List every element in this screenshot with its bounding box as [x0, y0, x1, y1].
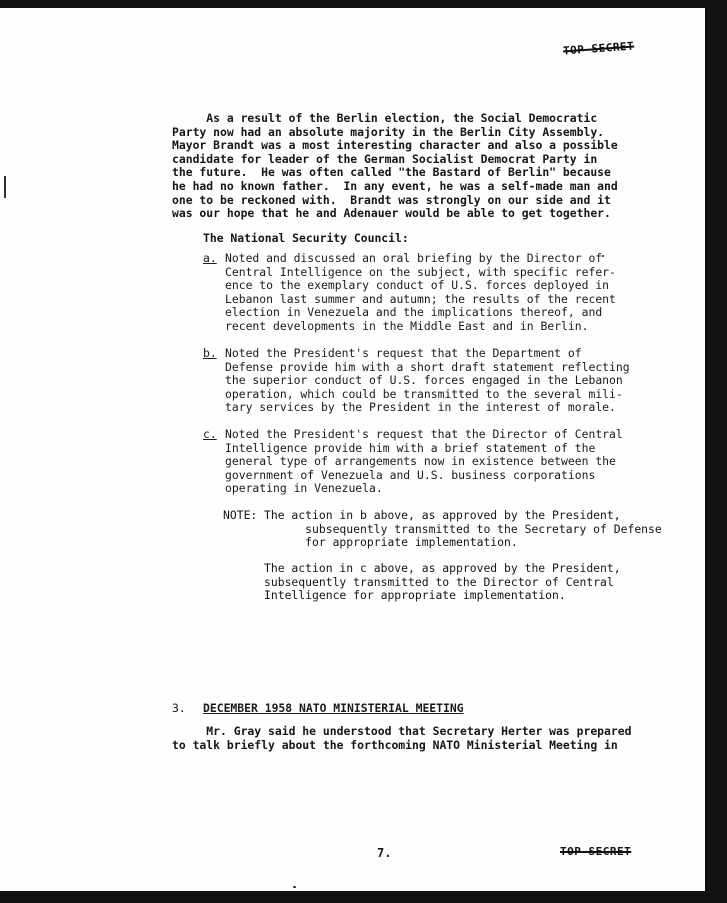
scan-bottom-border	[0, 891, 727, 903]
action-item-letter: b.	[203, 346, 217, 360]
note-label: NOTE:	[223, 508, 258, 522]
action-item-letter: c.	[203, 427, 217, 441]
scan-speck	[293, 886, 296, 888]
gray-paragraph: Mr. Gray said he understood that Secretary Herter was prepared to talk briefly about the forthcoming NATO Ministerial Meeting in	[172, 724, 632, 752]
classification-marking-bottom: TOP SECRET	[560, 845, 632, 858]
council-heading: The National Security Council:	[203, 231, 409, 245]
scan-right-border	[705, 0, 727, 903]
intro-paragraph: As a result of the Berlin election, the Social Democratic Party now had an absolute majority in the Berlin City Assembly. Mayor Brandt was a most interesting character and also a possible candidate for leader of the German Socialist Democrat Party in the future. He was often called "the Bastard of Berlin" because he had no known father. In any event, he was a self-made man and one to be reckoned with. Brandt was strongly on our side and it was our hope that he and Adenauer would be able to get together.	[172, 111, 618, 221]
action-item-text: Noted and discussed an oral briefing by the Director of Central Intelligence on the subject, with specific refer- ence to the exemplary conduct of U.S. forces deployed in Lebanon last summer and autumn; the results of the recent election in Venezuela and the implications thereof, and recent developments in the Middle East and in Berlin.	[225, 251, 616, 333]
section-number: 3.	[172, 701, 186, 715]
note-paragraph-2: The action in c above, as approved by the President, subsequently transmitted to the Director of Central Intelligence for appropriate implementation.	[264, 561, 621, 603]
scan-speck	[602, 255, 604, 257]
note-paragraph-1: The action in b above, as approved by the President, subsequently transmitted to the Secretary of Defense for appropriate implementation.	[264, 508, 662, 550]
page-number: 7.	[377, 846, 392, 860]
section-title: DECEMBER 1958 NATO MINISTERIAL MEETING	[203, 701, 464, 715]
action-item-text: Noted the President's request that the Director of Central Intelligence provide him with a brief statement of the general type of arrangements now in existence between the government of Venezuela and U.S. business corporations operating in Venezuela.	[225, 427, 623, 496]
margin-mark	[4, 176, 6, 198]
classification-marking-top: TOP SECRET	[562, 39, 635, 58]
scan-top-border	[0, 0, 727, 8]
action-item-letter: a.	[203, 251, 217, 265]
action-item-text: Noted the President's request that the Department of Defense provide him with a short draft statement reflecting the superior conduct of U.S. forces engaged in the Lebanon operation, which could be transmitted to the several mili- tary services by the President in the interest of morale.	[225, 346, 630, 415]
